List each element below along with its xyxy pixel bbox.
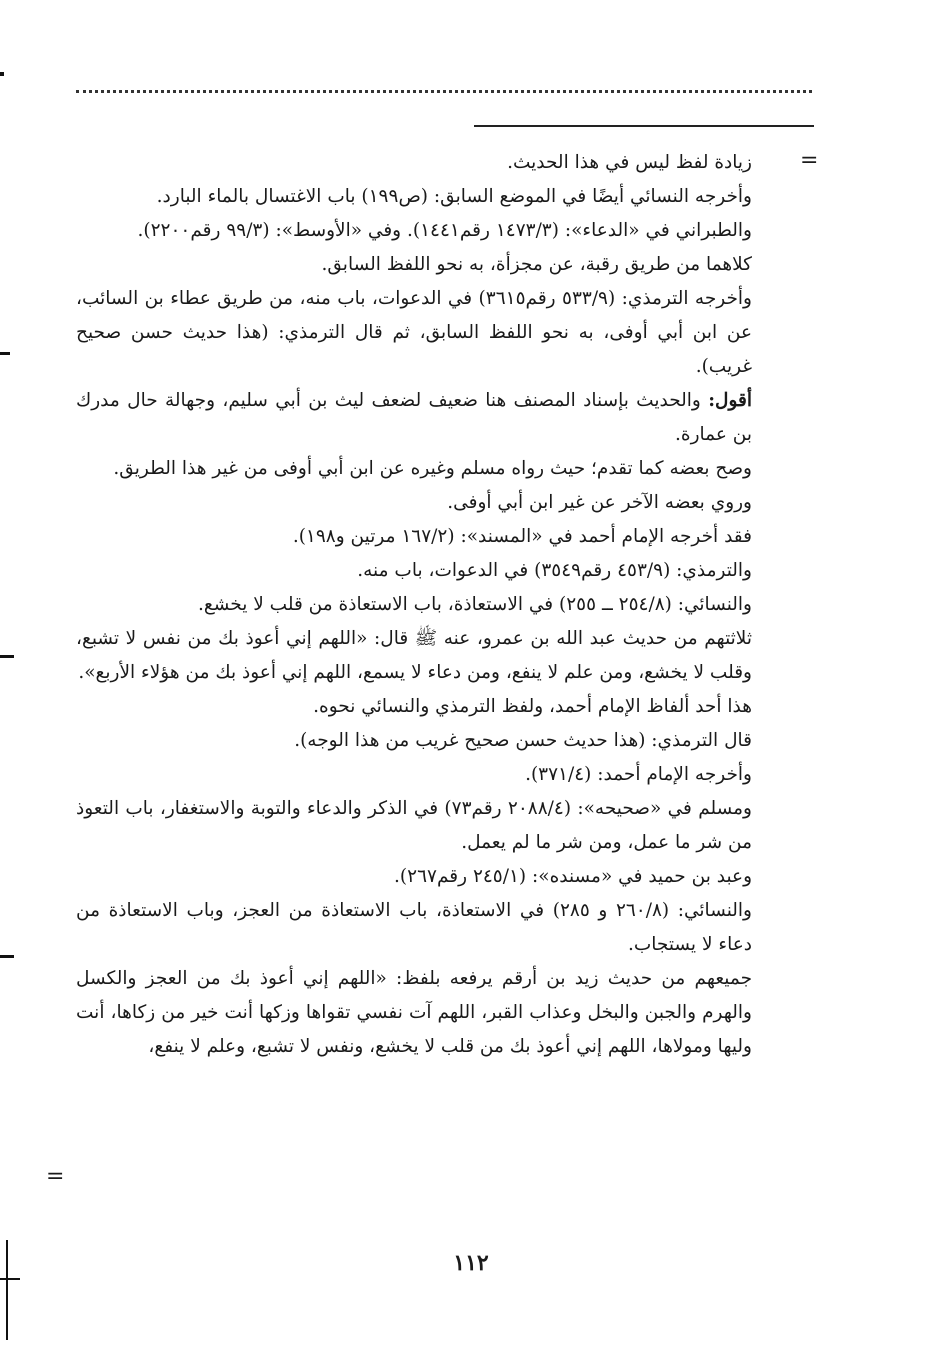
scan-margin-mark xyxy=(0,72,4,76)
footnote-line: والنسائي: (٢٥٤/٨ ــ ٢٥٥) في الاستعاذة، باب الاستعاذة من قلب لا يخشع. xyxy=(198,594,752,615)
scan-margin-mark xyxy=(6,1240,8,1340)
scan-margin-mark xyxy=(0,1278,20,1280)
footnote-line: زيادة لفظ ليس في هذا الحديث. xyxy=(507,152,752,173)
footnote-line: والنسائي: (٢٦٠/٨ و ٢٨٥) في الاستعاذة، باب الاستعاذة من العجز، وباب الاستعاذة من دعاء لا يستجاب. xyxy=(76,900,752,955)
footnote-rule xyxy=(474,125,814,127)
footnote-line: وروي بعضه الآخر عن غير ابن أبي أوفى. xyxy=(447,492,752,513)
footnote-line: جميعهم من حديث زيد بن أرقم يرفعه بلفظ: «اللهم إني أعوذ بك من العجز والكسل والهرم والجبن والبخل وعذاب القبر، اللهم آت نفسي تقواها وزكها أنت خير من زكاها، أنت وليها ومولاها، اللهم إني أعوذ بك من قلب لا يخشع، ونفس لا تشبع، وعلم لا ينفع، xyxy=(76,968,752,1057)
footnote-line: ومسلم في «صحيحه»: (٢٠٨٨/٤ رقم٧٣) في الذكر والدعاء والتوبة والاستغفار، باب التعوذ من شر ما عمل، ومن شر ما لم يعمل. xyxy=(76,798,752,853)
page-number: ١١٢ xyxy=(453,1250,489,1276)
dotted-separator xyxy=(76,90,812,93)
footnote-line: والطبراني في «الدعاء»: (١٤٧٣/٣ رقم١٤٤١). وفي «الأوسط»: (٩٩/٣ رقم٢٢٠٠). xyxy=(137,220,752,241)
footnote-line: وأخرجه النسائي أيضًا في الموضع السابق: (ص١٩٩) باب الاغتسال بالماء البارد. xyxy=(156,186,752,207)
continuation-mark-start: = xyxy=(800,148,819,173)
commentary-lead: أقول: xyxy=(708,390,752,411)
scan-margin-mark xyxy=(0,352,10,355)
footnote-line: وصح بعضه كما تقدم؛ حيث رواه مسلم وغيره عن ابن أبي أوفى من غير هذا الطريق. xyxy=(113,458,752,479)
footnote-line: وأخرجه الترمذي: (٥٣٣/٩ رقم٣٦١٥) في الدعوات، باب منه، من طريق عطاء بن السائب، عن ابن أبي أوفى، به نحو اللفظ السابق، ثم قال الترمذي: (هذا حديث حسن صحيح غريب). xyxy=(76,288,752,377)
footnote-line: ثلاثتهم من حديث عبد الله بن عمرو، عنه ﷺ قال: «اللهم إني أعوذ بك من نفس لا تشبع، وقلب لا يخشع، ومن علم لا ينفع، ومن دعاء لا يسمع، اللهم إني أعوذ بك من هؤلاء الأربع». xyxy=(76,628,752,683)
footnote-body xyxy=(76,146,752,1064)
footnote-line: هذا أحد ألفاظ الإمام أحمد، ولفظ الترمذي والنسائي نحوه. xyxy=(313,696,752,717)
footnote-line: كلاهما من طريق رقبة، عن مجزأة، به نحو اللفظ السابق. xyxy=(321,254,752,275)
continuation-mark-end: = xyxy=(46,1164,65,1189)
footnote-line: قال الترمذي: (هذا حديث حسن صحيح غريب من هذا الوجه). xyxy=(294,730,752,751)
footnote-line: أقول: والحديث بإسناد المصنف هنا ضعيف لضعف ليث بن أبي سليم، وجهالة حال مدرك بن عمارة. xyxy=(76,390,752,445)
scan-margin-mark xyxy=(0,655,14,658)
footnote-line: وعبد بن حميد في «مسنده»: (٢٤٥/١ رقم٢٦٧). xyxy=(394,866,752,887)
footnote-line: فقد أخرجه الإمام أحمد في «المسند»: (١٦٧/٢ مرتين و١٩٨). xyxy=(292,526,752,547)
footnote-line: والترمذي: (٤٥٣/٩ رقم٣٥٤٩) في الدعوات، باب منه. xyxy=(357,560,752,581)
scan-margin-mark xyxy=(0,955,14,958)
footnote-line: وأخرجه الإمام أحمد: (٣٧١/٤). xyxy=(525,764,752,785)
